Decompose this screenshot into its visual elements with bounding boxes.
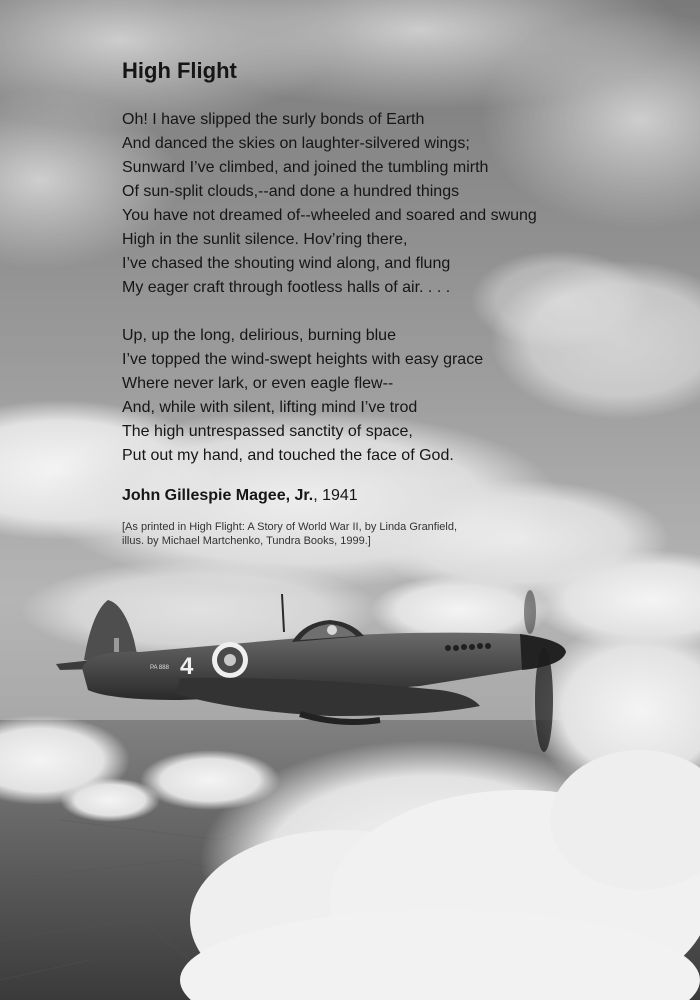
author-attribution bbox=[122, 484, 642, 508]
stanza-1 bbox=[122, 108, 642, 300]
poem-block bbox=[122, 56, 642, 548]
poem-line: My eager craft through footless halls of air. . . . bbox=[122, 279, 451, 296]
poem-line: You have not dreamed of--wheeled and soared and swung bbox=[122, 207, 537, 224]
poem-title: High Flight bbox=[122, 58, 237, 83]
stanza-2 bbox=[122, 324, 642, 468]
source-citation bbox=[122, 520, 642, 548]
poem-line: High in the sunlit silence. Hov’ring there, bbox=[122, 231, 408, 248]
poem-line: I’ve chased the shouting wind along, and flung bbox=[122, 255, 451, 272]
source-line: illus. by Michael Martchenko, Tundra Books, 1999.] bbox=[122, 535, 371, 547]
poem-line: Oh! I have slipped the surly bonds of Earth bbox=[122, 111, 425, 128]
poem-line: And danced the skies on laughter-silvered wings; bbox=[122, 135, 470, 152]
fuselage-code: 4 bbox=[180, 653, 194, 680]
aircraft-serial: PA 888 bbox=[150, 665, 169, 671]
source-line: [As printed in High Flight: A Story of World War II, by Linda Granfield, bbox=[122, 521, 458, 533]
poem-line: Sunward I’ve climbed, and joined the tumbling mirth bbox=[122, 159, 489, 176]
poem-line: Up, up the long, delirious, burning blue bbox=[122, 327, 396, 344]
poem-line: The high untrespassed sanctity of space, bbox=[122, 423, 413, 440]
poem-line: Put out my hand, and touched the face of God. bbox=[122, 447, 454, 464]
author-name: John Gillespie Magee, Jr. bbox=[122, 487, 314, 504]
poem-line: And, while with silent, lifting mind I’ve trod bbox=[122, 399, 418, 416]
poem-line: Of sun-split clouds,--and done a hundred things bbox=[122, 183, 460, 200]
poem-line: Where never lark, or even eagle flew-- bbox=[122, 375, 394, 392]
poem-line: I’ve topped the wind-swept heights with easy grace bbox=[122, 351, 484, 368]
poem-year: , 1941 bbox=[313, 487, 358, 504]
